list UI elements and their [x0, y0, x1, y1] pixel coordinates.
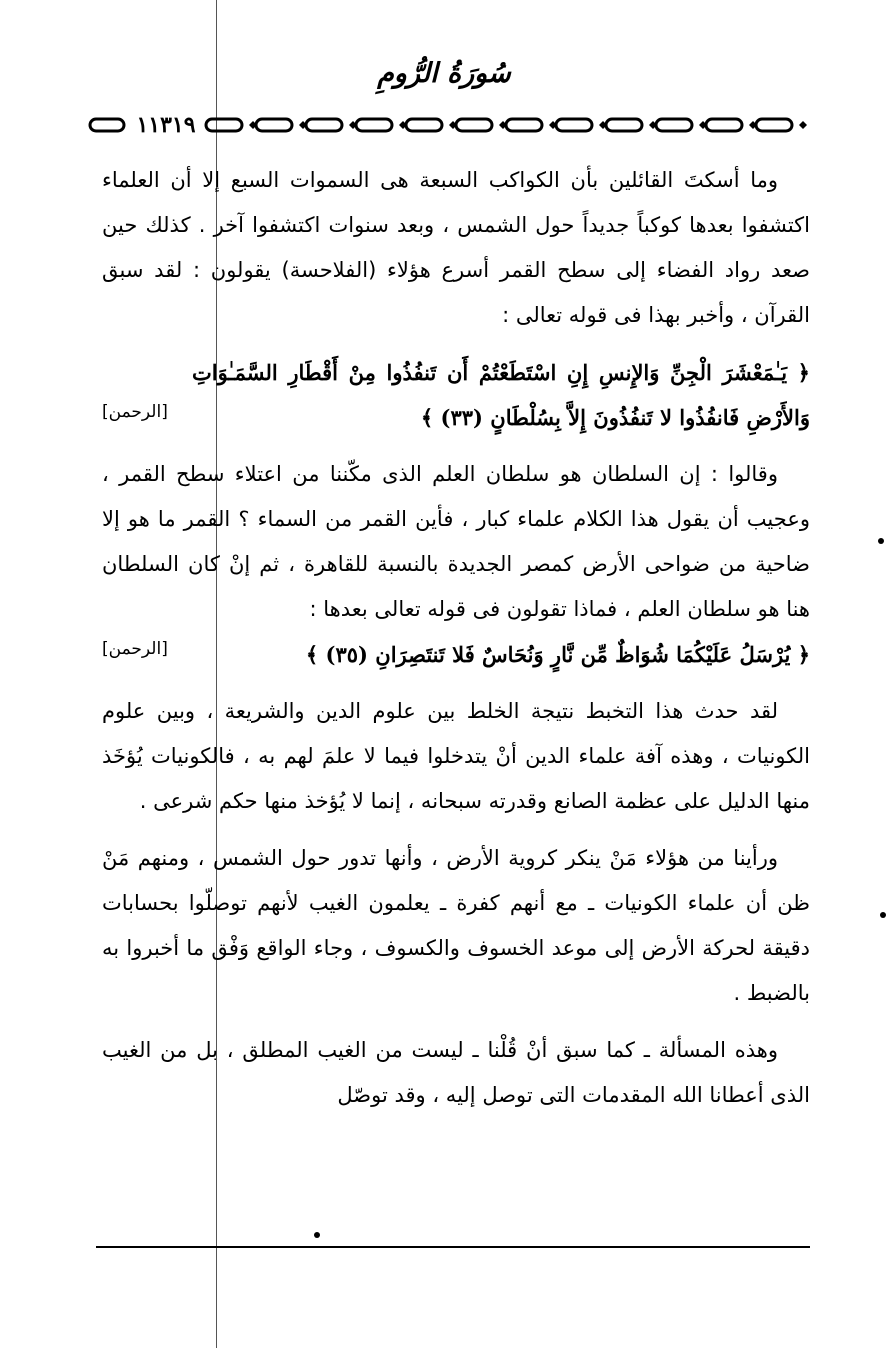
scan-speck: [878, 538, 884, 544]
paragraph-3: لقد حدث هذا التخبط نتيجة الخلط بين علوم الدين والشريعة ، وبين علوم الكونيات ، وهذه آفة علماء الدين أنْ يتدخلوا فيما لا علمَ لهم به ، فالكونيات يُؤخَذ منها الدليل على عظمة الصانع وقدرته سبحانه ، إنما لا يُؤخذ منها حكم شرعى .: [102, 699, 810, 813]
verse-1-text: ﴿ يَـٰمَعْشَرَ الْجِنِّ وَالإِنسِ إِنِ اسْتَطَعْتُمْ أَن تَنفُذُوا مِنْ أَقْطَارِ السَّمَـٰوَاتِ وَالأَرْضِ فَانفُذُوا لا تَنفُذُونَ إِلاَّ بِسُلْطَانٍ (٣٣) ﴾: [192, 360, 810, 430]
paragraph-1: وما أسكتَ القائلين بأن الكواكب السبعة هى السموات السبع إلا أن العلماء اكتشفوا بعدها كوكباً جديداً حول الشمس ، وبعد سنوات اكتشفوا آخر . كذلك حين صعد رواد الفضاء إلى سطح القمر أسرع هؤلاء (الفلاحسة) يقولون : لقد سبق القرآن ، وأخبر بهذا فى قوله تعالى :: [102, 168, 810, 327]
scan-speck: [880, 912, 886, 918]
page-body: [102, 158, 810, 1118]
verse-1-reference: [الرحمن]: [102, 402, 168, 422]
paragraph-4: ورأينا من هؤلاء مَنْ ينكر كروية الأرض ، وأنها تدور حول الشمس ، ومنهم مَنْ ظن أن علماء الكونيات ـ مع أنهم كفرة ـ يعلمون الغيب لأنهم توصلّوا بحسابات دقيقة لحركة الأرض إلى موعد الخسوف والكسوف ، وجاء الواقع وَفْق ما أخبروا به بالضبط .: [102, 846, 810, 1005]
verse-2-text: ﴿ يُرْسَلُ عَلَيْكُمَا شُوَاظٌ مِّن نَّارٍ وَنُحَاسٌ فَلا تَنتَصِرَانِ (٣٥) ﴾: [305, 642, 810, 667]
verse-2-reference: [الرحمن]: [102, 639, 168, 659]
paragraph-5: وهذه المسألة ـ كما سبق أنْ قُلْنا ـ ليست من الغيب المطلق ، بل من الغيب الذى أعطانا الله المقدمات التى توصل إليه ، وقد توصّل: [102, 1038, 810, 1107]
surah-title: سُورَةُ الرُّومِ: [377, 58, 511, 89]
paragraph-2: وقالوا : إن السلطان هو سلطان العلم الذى مكّننا من اعتلاء سطح القمر ، وعجيب أن يقول هذا الكلام علماء كبار ، فأين القمر من السماء ؟ القمر ما هو إلا ضاحية من ضواحى الأرض كمصر الجديدة بالنسبة للقاهرة ، ثم إنْ كان السلطان هنا هو سلطان العلم ، فماذا تقولون فى قوله تعالى بعدها :: [102, 462, 810, 621]
scan-speck: [314, 1232, 320, 1238]
page-number: ١١٣١٩: [136, 112, 196, 138]
quran-verse-2: [102, 632, 810, 677]
quran-verse-1: [102, 350, 810, 440]
footer-rule: [96, 1246, 810, 1248]
